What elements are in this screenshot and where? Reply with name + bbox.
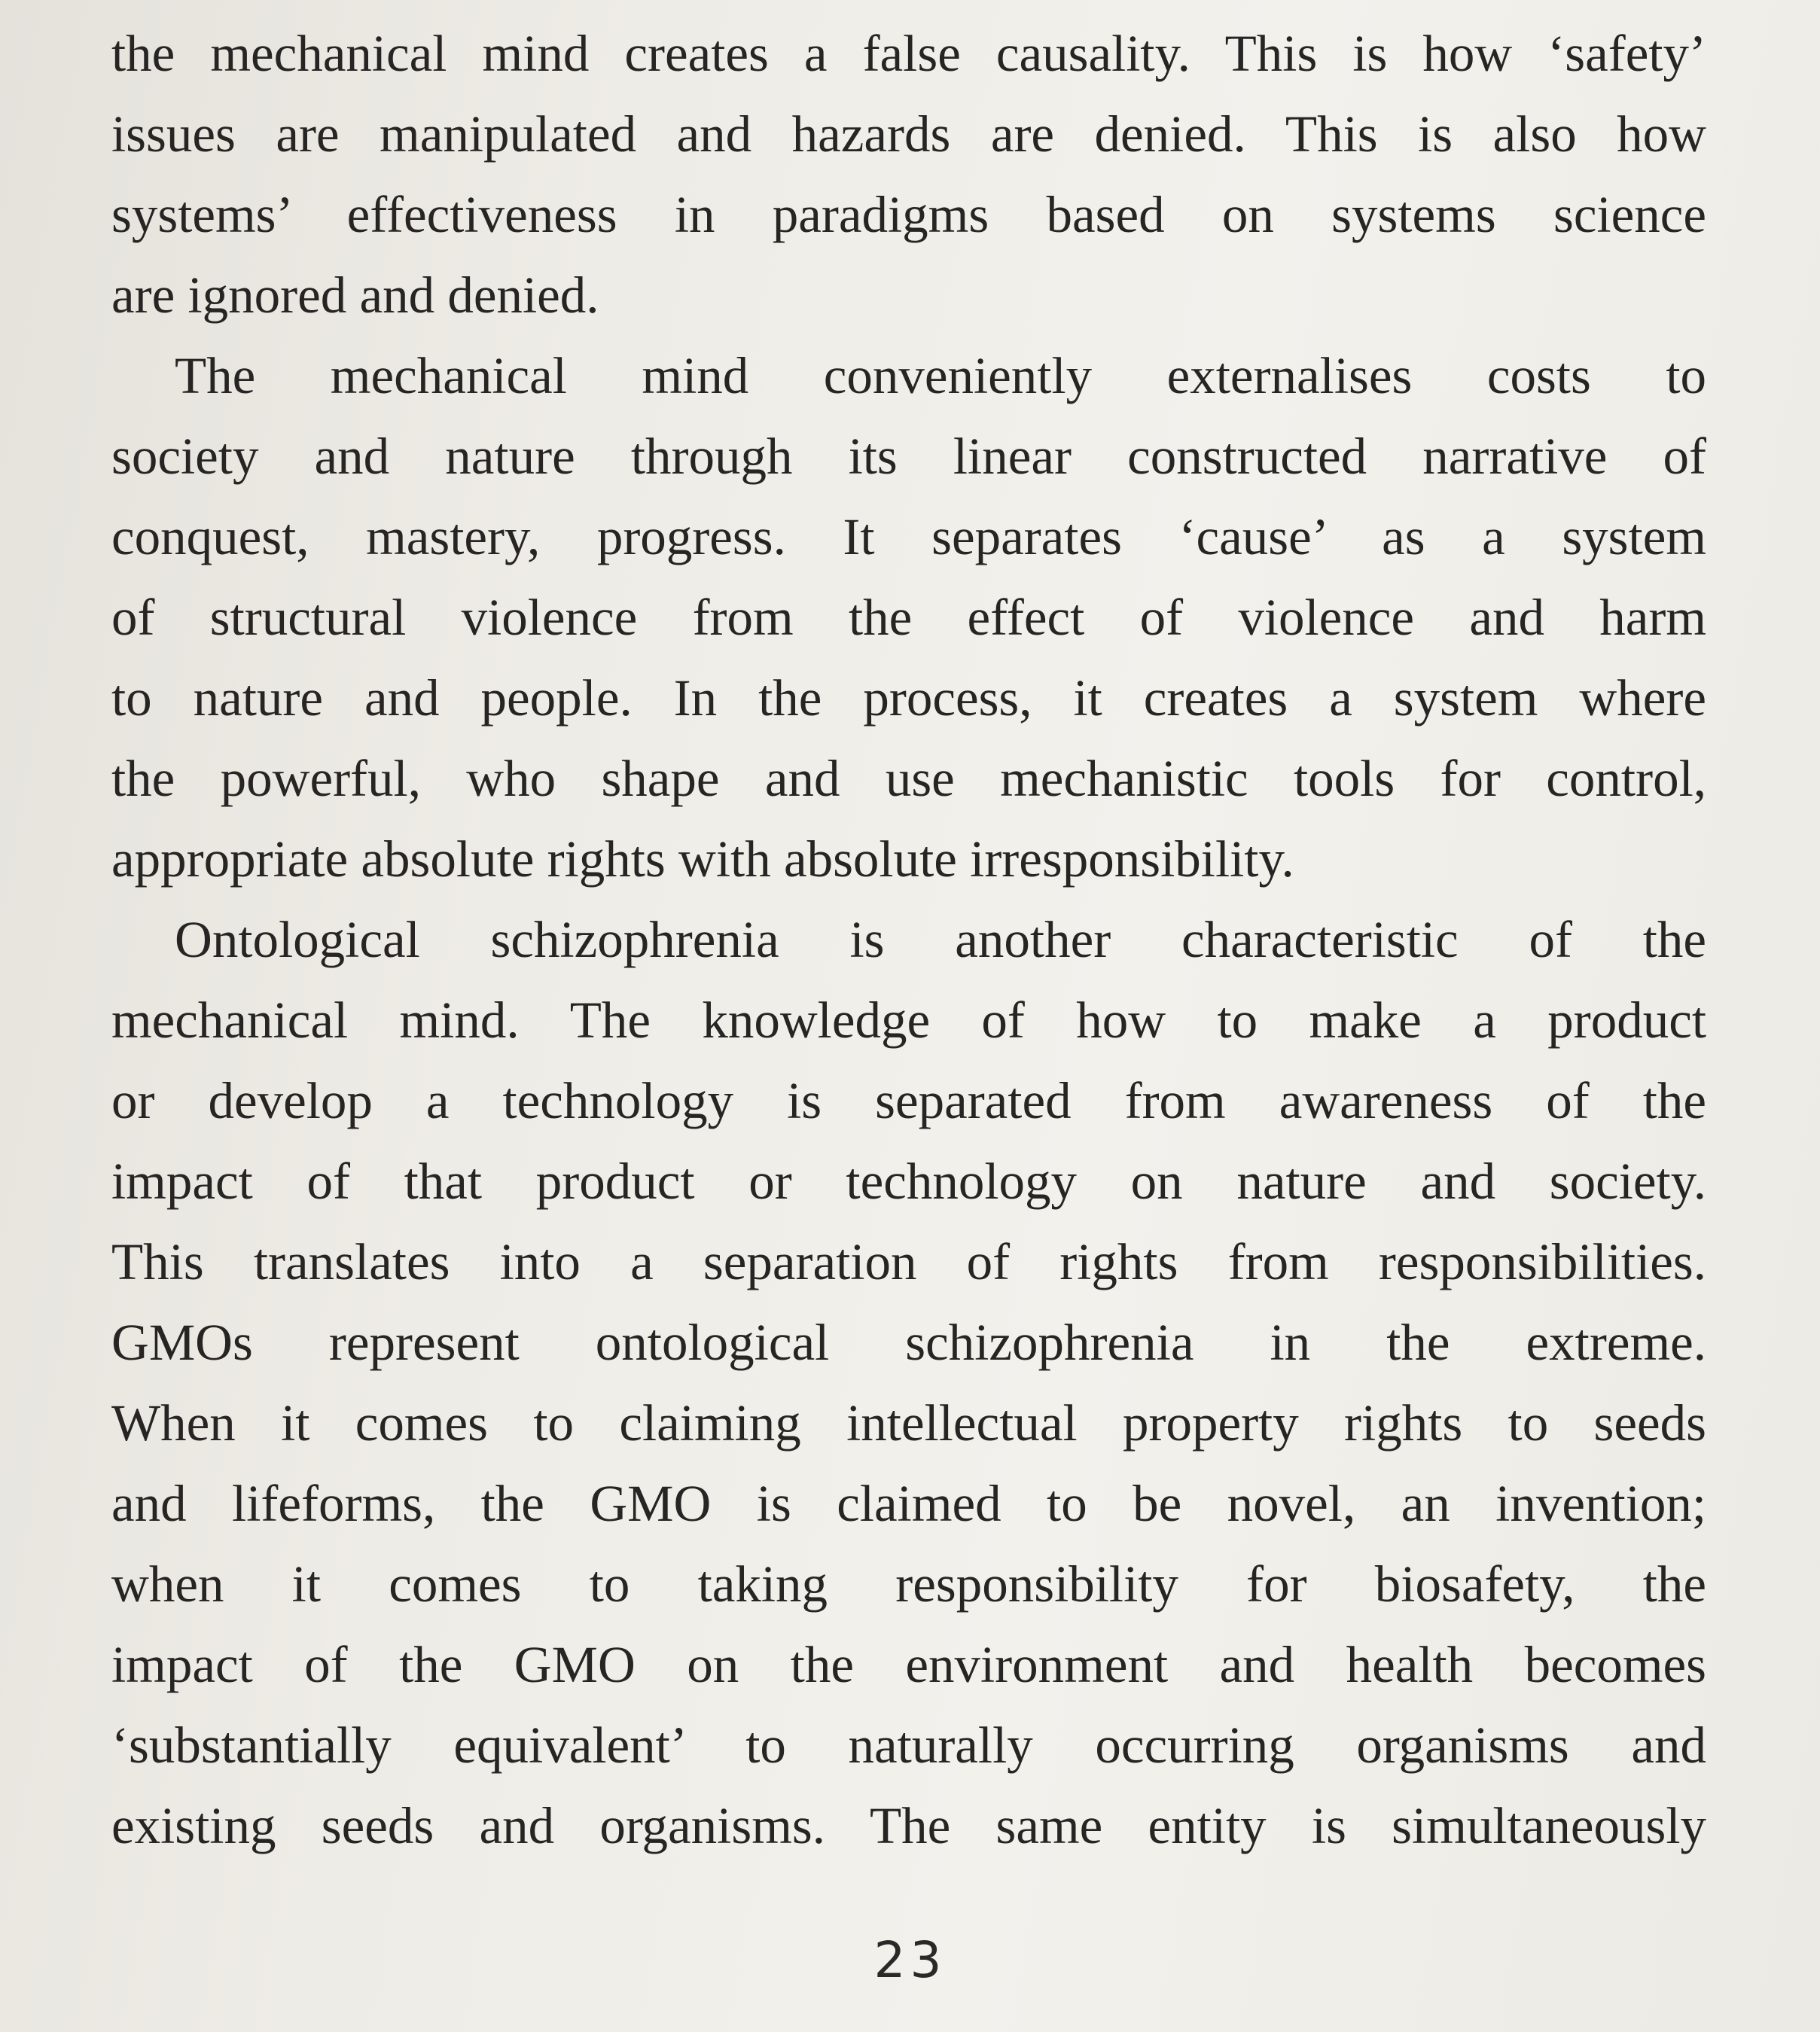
text-line: are ignored and denied. [111,267,599,324]
text-line: the powerful, who shape and use mechanistic tools for control, [111,750,1706,807]
text-line: of structural violence from the effect of violence and harm [111,589,1706,646]
text-line: when it comes to taking responsibility for biosafety, the [111,1555,1706,1613]
text-line: appropriate absolute rights with absolute irresponsibility. [111,830,1294,888]
text-line: to nature and people. In the process, it creates a system where [111,669,1706,727]
text-line: mechanical mind. The knowledge of how to make a product [111,992,1706,1049]
page-number: 23 [873,1931,947,1989]
text-line: The mechanical mind conveniently externalises costs to [175,347,1706,404]
text-line: impact of the GMO on the environment and health becomes [111,1636,1706,1693]
body-text [111,14,1706,1866]
text-line: or develop a technology is separated from awareness of the [111,1072,1706,1129]
text-line: ‘substantially equivalent’ to naturally occurring organisms and [111,1717,1706,1774]
text-line: issues are manipulated and hazards are denied. This is also how [111,105,1706,163]
text-line: impact of that product or technology on nature and society. [111,1153,1706,1210]
text-line: existing seeds and organisms. The same entity is simultaneously [111,1797,1706,1854]
text-line: and lifeforms, the GMO is claimed to be novel, an invention; [111,1475,1706,1532]
text-line: conquest, mastery, progress. It separates ‘cause’ as a system [111,508,1706,565]
text-line: Ontological schizophrenia is another characteristic of the [175,911,1706,968]
text-line: When it comes to claiming intellectual property rights to seeds [111,1394,1706,1452]
text-line: GMOs represent ontological schizophrenia in the extreme. [111,1314,1706,1371]
text-line: This translates into a separation of rights from responsibilities. [111,1233,1706,1290]
text-line: systems’ effectiveness in paradigms based on systems science [111,186,1706,243]
text-line: the mechanical mind creates a false causality. This is how ‘safety’ [111,25,1706,82]
text-line: society and nature through its linear constructed narrative of [111,428,1706,485]
